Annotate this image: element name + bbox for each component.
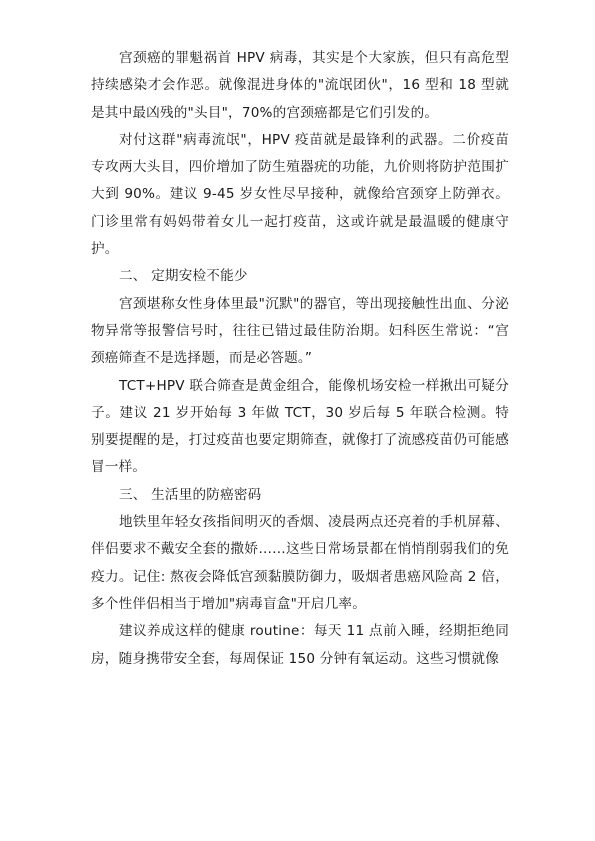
- section-heading-screening: 二、 定期安检不能少: [119, 268, 248, 285]
- paragraph-hpv-intro: 宫颈癌的罪魁祸首 HPV 病毒，其实是个大家族，但只有高危型持续感染才会作恶。就像混进身体的"流氓团伙"，16 型和 18 型就是其中最凶残的"头目"，70%的宫颈癌都是它们引发的。: [91, 50, 509, 121]
- paragraph-hpv-vaccine: 对付这群"病毒流氓"，HPV 疫苗就是最锋利的武器。二价疫苗专攻两大头目，四价增加了防生殖器疣的功能，九价则将防护范围扩大到 90%。建议 9-45 岁女性尽早接种，就像给宫颈穿上防弹衣。门诊里常有妈妈带着女儿一起打疫苗，这或许就是最温暖的健康守护。: [91, 131, 509, 258]
- section-heading-lifestyle: 三、 生活里的防癌密码: [119, 486, 262, 503]
- paragraph-healthy-routine: 建议养成这样的健康 routine：每天 11 点前入睡，经期拒绝同房，随身携带安全套，每周保证 150 分钟有氧运动。这些习惯就像: [91, 623, 509, 667]
- paragraph-tct-hpv: TCT+HPV 联合筛查是黄金组合，能像机场安检一样揪出可疑分子。建议 21 岁开始每 3 年做 TCT，30 岁后每 5 年联合检测。特别要提醒的是，打过疫苗也要定期筛查，就像打了流感疫苗仍可能感冒一样。: [91, 377, 509, 476]
- paragraph-cervix-silent: 宫颈堪称女性身体里最"沉默"的器官，等出现接触性出血、分泌物异常等报警信号时，往往已错过最佳防治期。妇科医生常说：“宫颈癌筛查不是选择题，而是必答题。”: [91, 295, 509, 367]
- document-body: [91, 45, 509, 673]
- paragraph-daily-risks: 地铁里年轻女孩指间明灭的香烟、凌晨两点还亮着的手机屏幕、伴侣要求不戴安全套的撒娇……这些日常场景都在悄悄削弱我们的免疫力。记住: 熬夜会降低宫颈黏膜防御力，吸烟者患癌风险高 2 倍，多个性伴侣相当于增加"病毒盲盒"开启几率。: [91, 514, 509, 612]
